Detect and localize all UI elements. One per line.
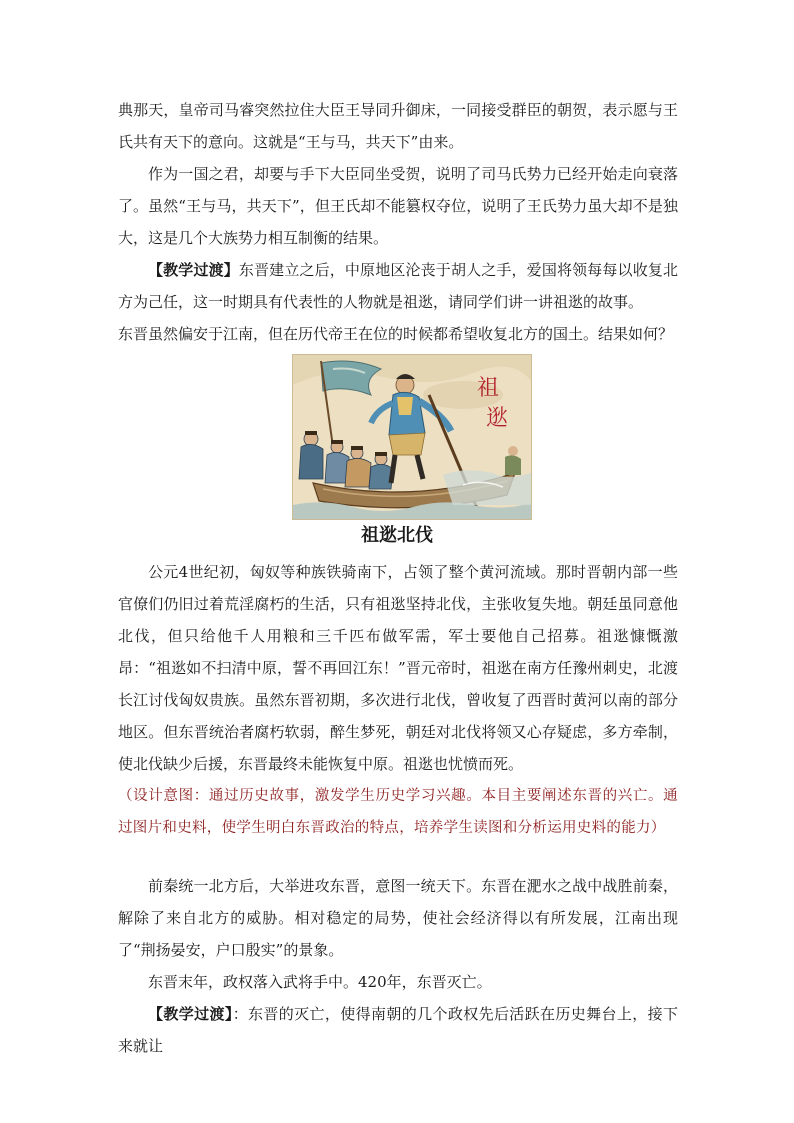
illustration-svg [293,355,531,519]
paragraph-wang-ma: 典那天，皇帝司马睿突然拉住大臣王导同升御床，一同接受群臣的朝贺，表示愿与王氏共有天下的意向。这就是“王与马，共天下”由来。 [118,101,678,151]
paragraph-eastern-jin-fall: 东晋末年，政权落入武将手中。420年，东晋灭亡。 [148,973,492,991]
zu-ti-illustration [292,354,532,520]
paragraph-clan-balance: 虽然“王与马，共天下”，但王氏却不能篡权夺位，说明了王氏势力虽大却不是独大，这是几个大族势力相互制衡的结果。 [118,197,678,247]
design-intent-note: （设计意图：通过历史故事，激发学生历史学习兴趣。本目主要阐述东晋的兴亡。通过图片和史料，使学生明白东晋政治的特点，培养学生读图和分析运用史料的能力） [118,788,678,836]
paragraph-transition-1 [118,254,678,318]
calligraphy-char-1: 祖 [476,376,500,401]
calligraphy-char-2: 逖 [485,406,509,431]
paragraph-transition-2 [118,998,678,1062]
paragraph-sima-decline: 作为一国之君，却要与手下大臣同坐受贺，说明了司马氏势力已经开始走向衰落了。 [118,165,678,215]
paragraph-feishui: 前秦统一北方后，大举进攻东晋，意图一统天下。东晋在淝水之战中战胜前秦，解除了来自北方的威胁。相对稳定的局势，使社会经济得以有所发展，江南出现了“荆扬晏安，户口殷实”的景象。 [118,877,678,959]
transition-label: 【教学过渡】 [148,261,239,279]
paragraph-question: 东晋虽然偏安于江南，但在历代帝王在位的时候都希望收复北方的国土。结果如何？ [118,325,674,343]
transition-text: 东晋建立之后，中原地区沦丧于胡人之手，爱国将领每每以收复北方为己任，这一时期具有代表性的人物就是祖逖，请同学们讲一讲祖逖的故事。 [118,261,678,311]
transition-text-2: ：东晋的灭亡，使得南朝的几个政权先后活跃在历史舞台上，接下来就让 [118,1005,678,1055]
figure-caption: 祖逖北伐 [361,525,433,546]
paragraph-northern-expedition: 公元4世纪初，匈奴等种族铁骑南下，占领了整个黄河流域。那时晋朝内部一些官僚们仍旧过着荒淫腐朽的生活，只有祖逖坚持北伐，主张收复失地。朝廷虽同意他北伐，但只给他千人用粮和三千匹布做军需，军士要他自己招募。祖逖慷慨激昂：“祖逖如不扫清中原，誓不再回江东！”晋元帝时，祖逖在南方任豫州刺史，北渡长江讨伐匈奴贵族。虽然东晋初期，多次进行北伐，曾收复了西晋时黄河以南的部分地区。但东晋统治者腐朽软弱，醉生梦死，朝廷对北伐将领又心存疑虑，多方牵制，使北伐缺少后援，东晋最终未能恢复中原。祖逖也忧愤而死。 [118,563,678,773]
transition-label-2: 【教学过渡】 [148,1005,233,1023]
